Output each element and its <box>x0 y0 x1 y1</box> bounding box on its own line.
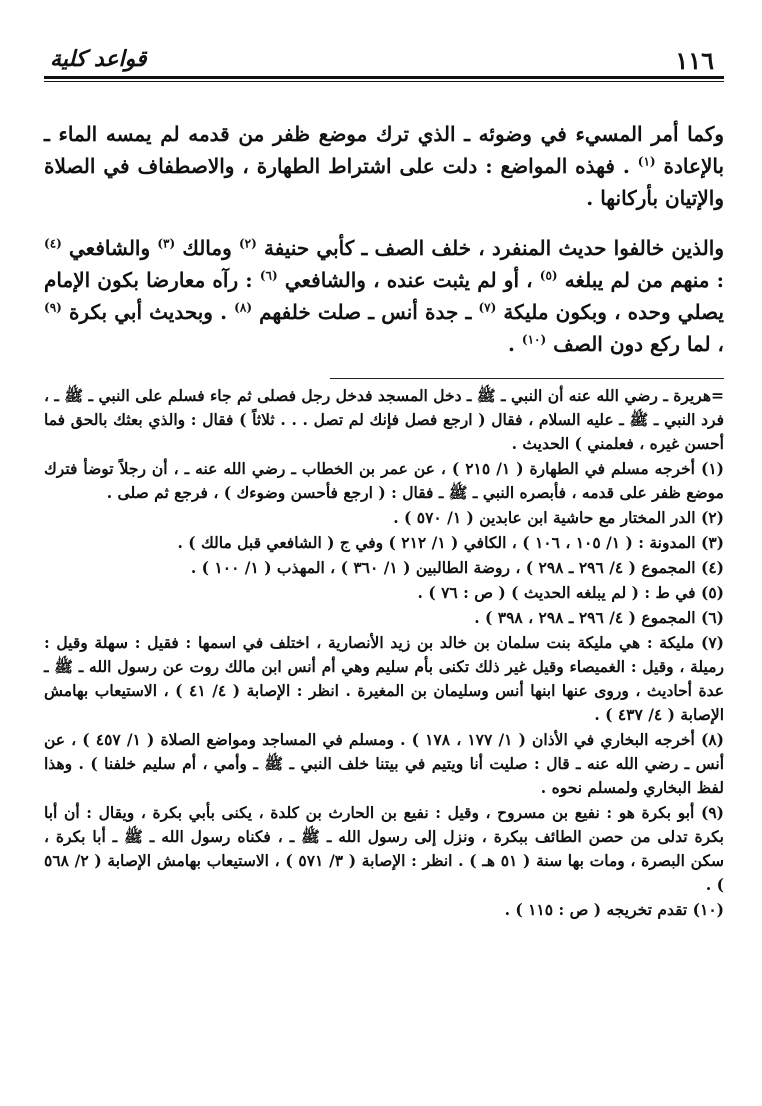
paragraph-1 <box>44 118 724 214</box>
header-rule-thick <box>44 76 724 79</box>
paragraph-2-text-g: ـ جدة أنس ـ صلت خلفهم <box>259 300 472 324</box>
footnote-item <box>44 556 724 580</box>
footnote-ref-8: (٨) <box>234 300 252 315</box>
footnote-number: (٢) <box>700 508 724 527</box>
footnote-number: (٦) <box>700 608 724 627</box>
footnote-ref-1: (١) <box>637 154 656 169</box>
paragraph-2-text-e: ، أو لم يثبت عنده ، والشافعي <box>284 268 533 292</box>
header-rule-thin <box>44 81 724 82</box>
footnote-number: (١٠) <box>692 900 724 919</box>
footnote-number: (٤) <box>700 558 724 577</box>
footnote-item <box>44 531 724 555</box>
paragraph-2-text-a: والذين خالفوا حديث المنفرد ، خلف الصف ـ كأبي حنيفة <box>263 236 724 260</box>
footnote-text: أخرجه البخاري في الأذان ( ١/ ١٧٧ ، ١٧٨ ) . ومسلم في المساجد ومواضع الصلاة ( ١/ ٤٥٧ ) ، عن أنس ـ رضي الله عنه ـ قال : صليت أنا ويتيم في بيتنا خلف النبي ـ ﷺ ـ وأمي ، أم سليم خلفنا ) . وهذا لفظ البخاري ولمسلم نحوه . <box>44 730 724 797</box>
footnote-text: الدر المختار مع حاشية ابن عابدين ( ١/ ٥٧٠ ) . <box>393 508 696 527</box>
footnote-ref-9: (٩) <box>44 300 62 315</box>
footnote-text: المجموع ( ٤/ ٢٩٦ ـ ٢٩٨ ، ٣٩٨ ) . <box>474 608 696 627</box>
paragraph-2-text-c: والشافعي <box>69 236 151 260</box>
paragraph-1-text-b: . فهذه المواضع : دلت على اشتراط الطهارة ، والاصطفاف في الصلاة والإتيان بأركانها . <box>44 154 724 210</box>
footnote-item <box>44 898 724 922</box>
footnote-ref-2: (٢) <box>238 236 257 251</box>
footnote-item <box>44 606 724 630</box>
footnote-ref-4: (٤) <box>44 236 62 251</box>
footnote-ref-6: (٦) <box>259 268 278 283</box>
footnotes <box>44 384 724 923</box>
paragraph-2-text-i: ، لما ركع دون الصف <box>553 332 724 356</box>
footnote-number: (٥) <box>700 583 724 602</box>
footnote-ref-7: (٧) <box>478 300 497 315</box>
paragraph-2-text-d: : منهم من لم يبلغه <box>564 268 724 292</box>
footnote-text: المدونة : ( ١/ ١٠٥ ، ١٠٦ ) ، الكافي ( ١/ ٢١٢ ) وفي ج ( الشافعي قبل مالك ) . <box>177 533 696 552</box>
footnote-item <box>44 631 724 727</box>
footnote-text: أبو بكرة هو : نفيع بن مسروح ، وقيل : نفيع بن الحارث بن كلدة ، يكنى بأبي بكرة ، ويقال : أن أبا بكرة تدلى من حصن الطائف ببكرة ، ونزل إلى رسول الله ـ ﷺ ـ ، فكناه رسول الله ـ ﷺ ـ أبا بكرة ، سكن البصرة ، ومات بها سنة ( ٥١ هـ ) . انظر : الإصابة ( ٣/ ٥٧١ ) ، الاستيعاب بهامش الإصابة ( ٢/ ٥٦٨ ) . <box>44 803 724 894</box>
footnote-text: أخرجه مسلم في الطهارة ( ١/ ٢١٥ ) ، عن عمر بن الخطاب ـ رضي الله عنه ـ ، أن رجلاً توضأ فترك موضع ظفر على قدمه ، فأبصره النبي ـ ﷺ ـ فقال : ( ارجع فأحسن وضوءك ) ، فرجع ثم صلى . <box>44 459 724 502</box>
footnote-item <box>44 581 724 605</box>
footnote-number: (٨) <box>701 730 725 749</box>
footnote-text: مليكة : هي مليكة بنت سلمان بن خالد بن زيد الأنصارية ، اختلف في اسمها : فقيل : سهلة وقيل : رميلة ، وقيل : الغميصاء وقيل غير ذلك تكنى بأم سليم وهي أم أنس ابن مالك روت عن رسول الله ـ ﷺ ـ عدة أحاديث ، وروى عنها ابنها أنس وسليمان بن المغيرة . انظر : الإصابة ( ٤/ ٤١ ) ، الاستيعاب بهامش الإصابة ( ٤/ ٤٣٧ ) . <box>44 633 724 724</box>
footnote-text: المجموع ( ٤/ ٢٩٦ ـ ٢٩٨ ) ، روضة الطالبين ( ١/ ٣٦٠ ) ، المهذب ( ١/ ١٠٠ ) . <box>190 558 696 577</box>
footnote-number: (٧) <box>700 633 724 652</box>
paragraph-1-text-a: وكما أمر المسيء في وضوئه ـ الذي ترك موضع ظفر من قدمه لم يمسه الماء ـ بالإعادة <box>44 122 725 178</box>
paragraph-2-text-h: . وبحديث أبي بكرة <box>68 300 228 324</box>
footnote-number: (٩) <box>700 803 724 822</box>
paragraph-2-text-f: : رآه معارضا بكون الإمام يصلي وحده ، وبكون مليكة <box>44 268 724 324</box>
page-header <box>44 44 724 76</box>
paragraph-2-text-j: . <box>507 332 515 356</box>
footnote-item <box>44 728 724 800</box>
footnote-number: (١) <box>700 459 724 478</box>
footnote-item <box>44 457 724 505</box>
page-number: ١١٦ <box>675 46 714 75</box>
paragraph-2 <box>44 232 724 360</box>
footnote-item <box>44 506 724 530</box>
footnote-ref-10: (١٠) <box>521 332 547 347</box>
footnote-number: (٣) <box>700 533 724 552</box>
footnote-text: في ط : ( لم يبلغه الحديث ) ( ص : ٧٦ ) . <box>417 583 696 602</box>
paragraph-2-text-b: ومالك <box>182 236 232 260</box>
footnote-item <box>44 801 724 897</box>
footnote-text: تقدم تخريجه ( ص : ١١٥ ) . <box>504 900 688 919</box>
main-text <box>44 118 724 378</box>
footnote-continuation: =هريرة ـ رضي الله عنه أن النبي ـ ﷺ ـ دخل المسجد فدخل رجل فصلى ثم جاء فسلم على النبي ـ ﷺ ـ ، فرد النبي ـ ﷺ ـ عليه السلام ، فقال ( ارجع فصل فإنك لم تصل . . . ثلاثاً ) فقال : والذي بعثك بالحق فما أحسن غيره ، فعلمني ) الحديث . <box>44 386 724 453</box>
running-title: قواعد كلية <box>50 46 147 72</box>
footnote-ref-5: (٥) <box>539 268 558 283</box>
footnote-separator <box>330 378 724 379</box>
footnote-ref-3: (٣) <box>157 236 176 251</box>
